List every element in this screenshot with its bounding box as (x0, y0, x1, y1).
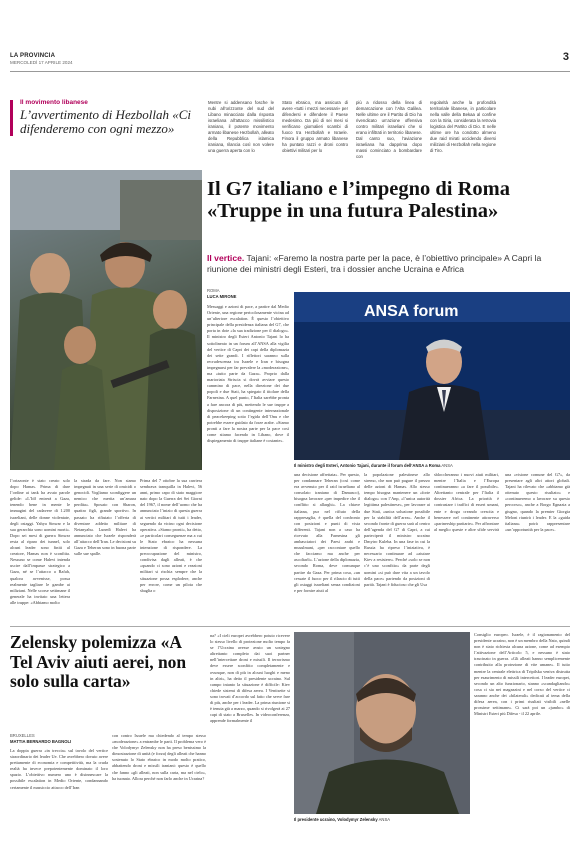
tajani-caption-text: Il ministro degli Esteri, Antonio Tajani, durante il forum dell’ANSA a Roma (294, 463, 441, 468)
main-article-col2: una decisione affrettata». Per questo, per condannare Teheran (così come era avvenuto per il raid israeliano al consolato iraniano di Damasco), bisogna lavorare «per impedire che il conflitto si allarghi». La chiave italiana, pur nel rifiuto della rappresaglia, è quella del confronto con posizioni e punti di vista differenti. Tajani non a caso ha ricevuto alla Farnesina gli ambasciatori dei Paesi arabi e musulmani, «per raccontare quello che facciamo ma anche per ascoltarli». L’azione della diplomazia, secondo Roma, deve comunque partire da Gaza. Per prima cosa, «un cessate il fuoco per il rilascio di tutti gli ostaggi israeliani senza condizioni e per fornire aiuti al (294, 472, 360, 593)
masthead-name: LA PROVINCIA (10, 53, 56, 59)
page-number: 3 (562, 51, 569, 63)
zelensky-col2: con contro Israele ma chiedendo al tempo stesso «moderazione» a entrambe le parti. Il problema vero è che Volodymyr Zelensky non ha preso benissimo la dimostrazione di unità (e forza) degli alleati che hanno sostenuto lo Stato ebraico in modo molto pratico, abbattendo droni e missili iraniani: questo è quello che fanno «gli alleati, non sulla carta, ma nel cielo», ha tuonato. Allora perché non farlo anche in Ucraina? (112, 733, 207, 781)
zelensky-place: BRUXELLES (10, 733, 35, 738)
main-article-col4: sbloccheranno i nuovi aiuti militari, mentre l’Italia e l’Europa continueranno «a fare il possibile». Altrettanto centrale per l’Italia il dossier Africa. La priorità è contrastare i traffici di esseri umani, ente e droga creando crescita e benessere nel continente attraverso «partnership paritarie». Per affrontare al meglio queste e altre sfide servirà una «visione comune del G7», da presentare agli altri attori globali. Tajani ha rilevato che «abbiamo già ottenuto questo risultato» e «continueremo a lavorare su questo percorso», anche a Borgo Egnazia a giugno, quando la premier Giorgia Meloni riunirà i leader. E la «guida italiana» potrà rappresentare «un’opportunità per la pace». (434, 472, 570, 532)
main-byline (207, 288, 287, 299)
zelensky-byline (10, 733, 100, 744)
tajani-photo (294, 292, 570, 460)
teaser-column: Mentre si addensano fosche le nubi all’orizzonte del sud del Libano minacciato dalla risposta israeliana all’attacco missilistico iraniano, il potente movimento armato libanese Hezbollah, alleato della Repubblica islamica iraniana, rilancia così non volere una guerra aperta con lo (208, 100, 274, 153)
zelensky-caption-credit: ANSA (378, 817, 391, 822)
masthead-divider (10, 71, 570, 72)
soldiers-photo (10, 170, 202, 470)
main-article-col3: la popolazione palestinese allo stremo, che non può pagare il prezzo delle azioni di Hamas. Allo stesso tempo bisogna mantenere un «forte dialogo» con l’Anp, «l’unica autorità legittima palestinese», per lavorare ai due Stati, «unica soluzione possibile per la stabilità dell’area». Anche il secondo fronte di guerra sarà al centro dell’agenda del G7 di Capri, a cui parteciperà il ministro ucraino Dmytro Kuleba. In una fase in cui la Russia ha ripreso l’iniziativa, è necessario continuare ad «aiutare Kiev a resistere». Perché «solo se non c’è uno sconfitto» da parte degli uomini «si può dare vita a un tavolo della pace» partendo da posizioni di parità. Tajani è fiducioso che gli Usa (364, 472, 430, 587)
main-author: LUCA MIRONE (207, 293, 237, 299)
zelensky-col1: La doppia guerra «in treccia» sul tavolo del vertice straordinario dei leader Ue. Che avrebbero dovuto avere prettamente di economia e competitività, ma la cruda realtà ha invece prepotentemente dominato il loro spazio. L’obiettivo numero uno è disinnescare la possibile escalation in Medio Oriente, condannando certamente il massiccio attacco dell’Iran (10, 748, 108, 790)
teaser-column: regolarità anche la profondità territoriale libanese, in particolare nella valle della Bekaa al confine con la Siria, considerata la retrovia logistica del Partito di Dio. E nelle ultime ore ha condotto almeno due raid mirati uccidendo diversi miliziani di Hezbollah nella regione di Tiro. (430, 100, 496, 153)
lower-article-col2: la strada da fare. Non siamo impegnati in una serie di omicidi o genocidi. Vogliamo sconfiggere un nemico che merita un’amara perdita». Sposato con Sharon, quattro figli, grande sportivo. In passato ha rifiutato l’offerta di diventare addetto militare di Netanyahu. Lunedì Halevi ha annunciato che Israele risponderà all’attacco dell’Iran. Le decisioni su Gaza e Teheran sono in buona parte sulle sue spalle. (74, 478, 136, 557)
teaser-kicker: Il movimento libanese (20, 99, 88, 106)
teaser-columns (208, 100, 570, 159)
main-kicker: Il vertice. (207, 253, 245, 263)
main-headline: Il G7 italiano e l’impegno di Roma «Truppe in una futura Palestina» (207, 178, 510, 222)
ansa-forum-logo: ANSA forum (364, 303, 459, 320)
main-subheadline (207, 253, 570, 275)
teaser-accent-bar (10, 100, 13, 136)
teaser-column: più a ridosso della linea di demarcazione con l’Alta Galilea. Nelle ultime ore il Partito di Dio ha rivendicato un’azione offensiva contro militari israeliani che si erano infiltrati in territorio libanese. Dal canto suo, l’aviazione israeliana ha dapprima dopo massi cominciato a bombardare con (356, 100, 422, 159)
teaser-column (504, 100, 570, 160)
main-article-col1: Messaggi e azioni di pace, a partire dal Medio Oriente, una regione pericolosamente vicina ad un’ulteriore escalation. È questo l’obiettivo principale della presidenza italiana del G7, che porta in dote «la sua tradizione per il dialogo». Il ministro degli Esteri Antonio Tajani lo ha sottolineato in un forum all’ANSA alla vigilia del vertice di Capri dei capi della diplomazia dei sette grandi. I riflettori saranno sulla recrudescenza tra Israele e Iran e bisogna impegnarsi per far prevalere la «moderazione», ma «tutto parte da Gaza». Proprio dalla martoriata Striscia si dovrà avviare questo cammino di pace, nella direzione dei due popoli e due Stati, ha spiegato il titolare della Farnesina. A quel punto, l’Italia sarebbe pronta a fare ancora di più, mettendo le sue truppe a disposizione di un contingente internazionale di peacekeeping sotto l’egida dell’Onu e che potrebbe essere guidato da forze arabe. «Siamo pronti a fare la nostra parte per la pace così come stiamo facendo in Libano, dove il dispiegamento di truppe italiane è costante». (207, 304, 289, 444)
masthead-date: MERCOLEDÌ 17 APRILE 2024 (10, 60, 73, 65)
zelensky-col3: na? «I cieli europei avrebbero potuto ricevere lo stesso livello di protezione molto tempo fa se l’Ucraina avesse avuto un sostegno altrettanto completo dai suoi partner nell’intercettare droni e missili. Il terrorismo deve essere sconfitto completamente e ovunque, non di più in alcuni luoghi e meno in altri», ha detto il presidente ucraino. Sul campo intanto la situazione è difficile: Kiev chiede sistemi di difesa aerea. I Ventisette si sono trovati d’accordo sul fatto che serve fare di più, anche per i leader. La prima riunione si è tenuta già a marzo, quando si rivolgerà ai 27 capi di stato a Bruxelles. In videoconferenza, apprende formalmente il (210, 633, 290, 724)
zelensky-author: MATTIA BERNARDO BAGNOLI (10, 738, 72, 744)
teaser-title: L’avvertimento di Hezbollah «Ci difenderemo con ogni mezzo» (20, 107, 192, 136)
teaser-column: Stato ebraico, ma assicura di avere «tutti i mezzi necessari» per difendersi e difendere il Paese medesimo. Da più di sei mesi si verificano giornalieri scambi di fuoco tra Hezbollah e Israele. Finora il gruppo armato libanese ha puntato razzi e droni contro obiettivi militari per lo (282, 100, 348, 153)
zelensky-col4: Consiglio europeo. Israele, è il ragionamento del presidente ucraino, non è un membro della Nato, quindi non è stato richiesta alcuna azione, come ad esempio l’attivazione dell’Articolo 5, e nessuno è stato trascinato in guerra. «Gli alleati hanno semplicemente contribuito alla protezione di vite umane». Il tutto mentre la centrale elettrica di Tripilska veniva distrutta per esaurimento di missili intercettori. I leader europei, secondo un alto funzionario, stanno «scandagliando» cosa ci sia nei magazzini e nel corso del vertice ci saranno anche dei «bilaterali» dedicati al tema della difesa aerea, con i primi risultati visibili «nelle prossime settimane». Ci sarà poi un «jumbo» di Ministri Esteri più Difesa - il 22 aprile. (474, 632, 570, 717)
main-place: ROMA (207, 288, 220, 293)
section-divider (10, 626, 570, 627)
lower-article-col1: l’orizzonte è stato creato solo dopo Hamas. Prima di dare l’ordine ai tank ha avuto parole gelide: «L’Idf entrerà a Gaza, tenendo bene in mente le immagini del cadavere di 1.200 israeliani, delle donne violentate, degli ostaggi. Yahya Sinwar e la sua gerarchia sono uomini morti». Dopo sei mesi di guerra Sinwar resta al riparo dei tunnel, solo alcuni leader sono finiti al creatore, Hamas non è sconfitta. Nessuno se come Halevi intenda uscire dall’impasse strategico a Gaza, né se l’attacco a Rafah, qualora avvenisse, possa realmente tagliare le gambe ai miliziani. Nelle scorse settimane il generale ha invitato una lettera alle truppe: «Abbiamo molto (10, 478, 70, 605)
main-sub-text: Tajani: «Faremo la nostra parte per la pace, è l’obiettivo principale» A Capri la riunione dei ministri degli Esteri, tra i dossier anche Ucraina e Africa (207, 253, 542, 274)
zelensky-headline: Zelensky polemizza «A Tel Aviv aiuti aerei, non solo sulla carta» (10, 632, 187, 691)
lower-article-col3: Prima del 7 ottobre la sua carriera sembrava tranquilla in Halevi, 56 anni, primo capo di stato maggiore nato dopo la Guerra dei Sei Giorni del 1967, il nome dell’uomo che ha annunciato l’inizio di questa guerra ai vertici militari di tutti i leader, seguendo da vicino ogni decisione operativa. «Siamo pronti», ha detto, «e particolari conseguenze ma a cui le Stato ebraico ha nessuna intenzione di rispondere. La preoccupazione del ministro, condivisa dagli alleati, è che «quando ci sono azioni e reazioni militari si rischia sempre che la situazione possa esplodere, anche per errore, come un pilota che sbaglia o (140, 478, 202, 593)
zelensky-photo (294, 632, 470, 814)
tajani-caption-credit: ANSA (441, 463, 453, 468)
tajani-caption (294, 463, 570, 468)
zelensky-caption-text: Il presidente ucraino, Volodymyr Zelensky (294, 817, 378, 822)
zelensky-caption (294, 817, 470, 822)
